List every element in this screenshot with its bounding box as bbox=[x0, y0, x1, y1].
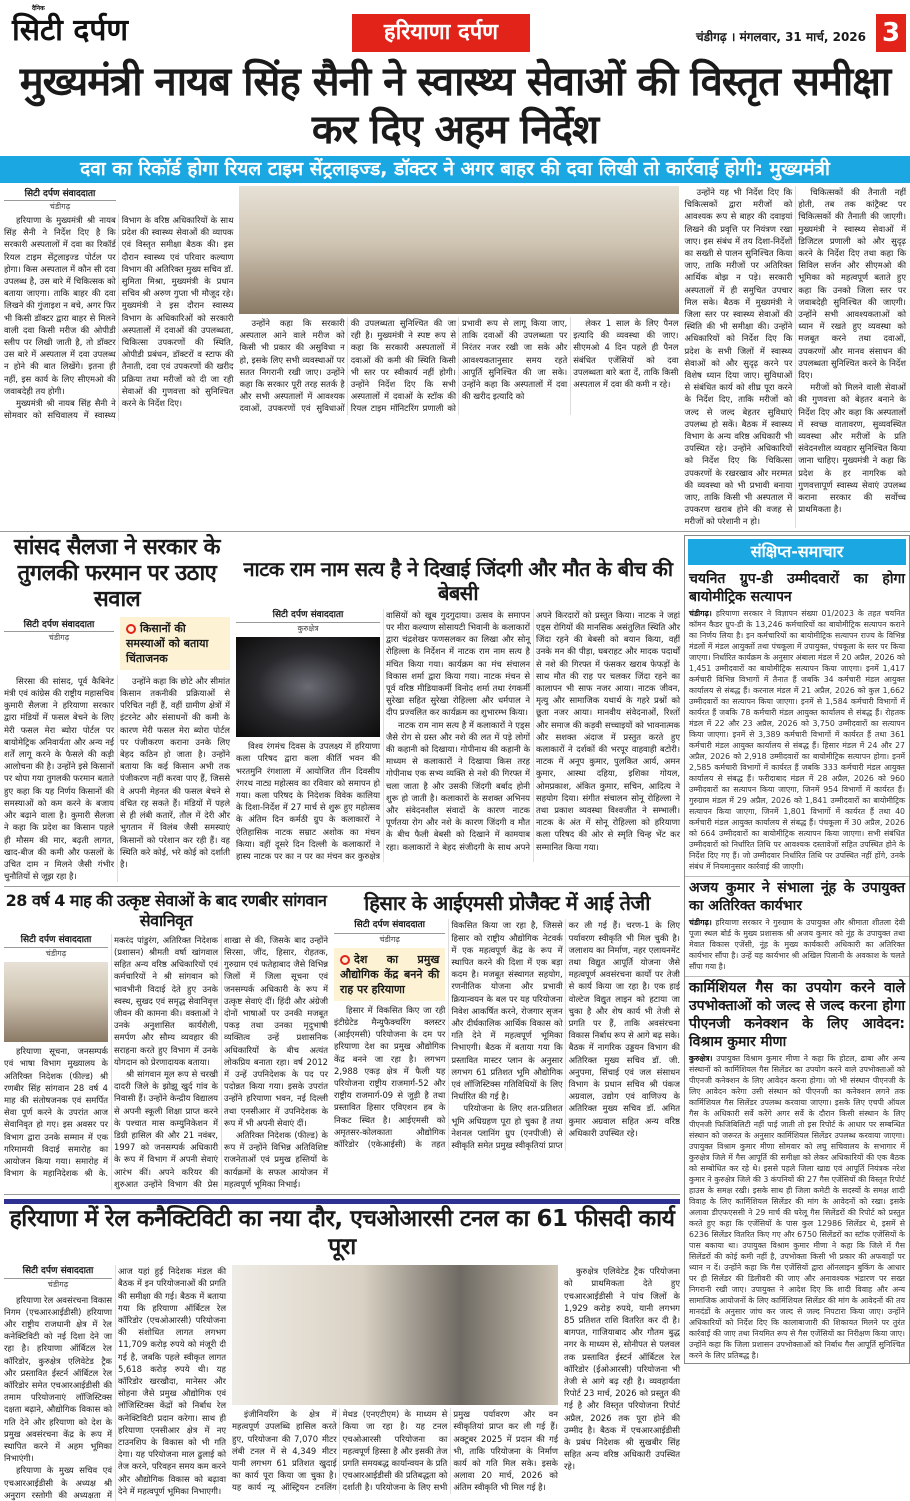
paragraph: मुख्यमंत्री श्री नायब सिंह सैनी ने सोमवार को सचिवालय में स्वास्थ्य विभाग के वरिष्ठ अधिकारियों के साथ प्रदेश की स्वास्थ्य सेवाओं की व्यापक एवं विस्तृत समीक्षा बैठक की। इस दौरान स्वास्थ्य एवं परिवार कल्याण विभाग की अतिरिक्त मुख्य सचिव डॉ. सुमिता मिश्रा, मुख्यमंत्री के प्रधान सचिव श्री अरुण गुप्ता भी मौजूद रहे। मुख्यमंत्री ने इस दौरान स्वास्थ्य विभाग के अधिकारिओं को सरकारी अस्पतालों में दवाओं की उपलब्धता, चिकित्सा उपकरणों की स्थिति, ओपीडी प्रबंधन, डॉक्टरों व स्टाफ की तैनाती, दवा एवं उपकरणों की खरीद प्रक्रिया तथा मरीजों को दी जा रही सेवाओं की गुणवत्ता को सुनिश्चित करने के निर्देश दिए। bbox=[4, 215, 234, 421]
brief-body: हरियाणा सरकार ने विज्ञापन संख्या 01/2023 के तहत चयनित कॉमन कैडर ग्रुप-डी के 13,246 कर्मचारियों का बायोमीट्रिक सत्यापन कराने का निर्णय लिया है। इन कर्मचारियों का बायोमीट्रिक सत्यापन राज्य के विभिन्न मंडलों में मंडल आयुक्तों तथा पंचकूला में उपायुक्त, पंचकूला के स्तर पर किया जाएगा। निर्धारित कार्यक्रम के अनुसार अंबाला मंडल में 20 अप्रैल, 2026 को 1,451 उम्मीदवारों का बायोमीट्रिक सत्यापन किया जाएगा। इनमें 1,417 कर्मचारी विभिन्न विभागों में तैनात हैं जबकि 34 कर्मचारी मंडल आयुक्त कार्यालय से संबद्ध हैं। करनाल मंडल में 21 अप्रैल, 2026 को कुल 1,662 उम्मीदवारों का सत्यापन किया जाएगा। इनमें से 1,584 कर्मचारी विभागों में कार्यरत हैं जबकि 78 कर्मचारी मंडल आयुक्त कार्यालय से संबद्ध हैं। रोहतक मंडल में 22 और 23 अप्रैल, 2026 को 3,750 उम्मीदवारों का सत्यापन किया जाएगा। इनमें से 3,389 कर्मचारी विभागों में कार्यरत हैं तथा 361 कर्मचारी मंडल आयुक्त कार्यालय से संबद्ध हैं। हिसार मंडल में 24 और 27 अप्रैल, 2026 को 2,918 उम्मीदवारों का बायोमीट्रिक सत्यापन होगा। इनमें 2,585 कर्मचारी विभागों में कार्यरत हैं जबकि 333 कर्मचारी मंडल आयुक्त कार्यालय से संबद्ध हैं। फरीदाबाद मंडल में 28 अप्रैल, 2026 को 960 उम्मीदवारों का सत्यापन किया जाएगा, जिनमें 954 विभागों में कार्यरत हैं। गुरुग्राम मंडल में 29 अप्रैल, 2026 को 1,841 उम्मीदवारों का बायोमीट्रिक सत्यापन किया जाएगा, जिनमें 1,801 विभागों में कार्यरत हैं तथा 40 कर्मचारी मंडल आयुक्त कार्यालय से संबद्ध हैं। पंचकूला में 30 अप्रैल, 2026 को 664 उम्मीदवारों का बायोमीट्रिक सत्यापन किया जाएगा। सभी संबंधित उम्मीदवारों को निर्धारित तिथि पर आवश्यक दस्तावेजों सहित उपस्थित होने के निर्देश दिए गए हैं। जो उम्मीदवार निर्धारित तिथि पर उपस्थित नहीं होंगे, उनके संबंध में नियमानुसार कार्रवाई की जाएगी। bbox=[689, 608, 905, 871]
byline: सिटी दर्पण संवाददाता bbox=[4, 186, 116, 201]
lead-headline: मुख्यमंत्री नायब सिंह सैनी ने स्वास्थ्य सेवाओं की विस्तृत समीक्षा कर दिए अहम निर्देश bbox=[19, 59, 891, 153]
cm-meeting-photo bbox=[239, 186, 678, 314]
paragraph: अतिरिक्त निदेशक (फील्ड) के रूप में उन्होंने विभिन्न अतिविशिष्ट राजनेताओं एवं प्रमुख हस्तियों के कार्यक्रमों के सफल आयोजन में महत्वपूर्ण भूमिका निभाई। bbox=[224, 1129, 328, 1189]
hisar-headline: हिसार के आईएमसी प्रोजैक्ट में आई तेजी bbox=[364, 891, 650, 916]
masthead bbox=[0, 0, 910, 56]
rail-body-center bbox=[232, 1408, 558, 1493]
brief-headline: अजय कुमार ने संभाला नूंह के उपायुक्त का अतिरिक्त कार्यभार bbox=[689, 879, 905, 914]
brief-item bbox=[685, 568, 909, 874]
place: चंडीगढ़ bbox=[379, 934, 400, 944]
section-banner: हरियाणा दर्पण bbox=[352, 14, 530, 52]
paragraph: श्री सांगवान मूल रूप से चरखी दादरी जिले के झोझू खुर्द गांव के निवासी हैं। उन्होंने केन्द्रीय विद्यालय से अपनी स्कूली शिक्षा प्राप्त करने के पश्चात मास कम्युनिकेशन में डिग्री हासिल की और 21 नवंबर, 1997 को जनसम्पर्क अधिकारी के रूप में विभाग में अपनी सेवाएं आरंभ कीं। अपने करियर की शुरुआत उन्होंने विभाग की प्रेस शाखा से की, जिसके बाद उन्होंने सिरसा, जींद, हिसार, रोहतक, गुरुग्राम एवं फतेहाबाद जैसे विभिन्न जिलों में जिला सूचना एवं जनसम्पर्क अधिकारी के रूप में उत्कृष्ट सेवाएं दीं। हिंदी और अंग्रेजी दोनों भाषाओं पर उनकी मजबूत पकड़ तथा उनका मृदुभाषी व्यक्तित्व उन्हें प्रशासनिक अधिकारियों के बीच अत्यंत लोकप्रिय बनाता रहा। वर्ष 2012 में उन्हें उपनिदेशक के पद पर पदोन्नत किया गया। इसके उपरांत उन्होंने हरियाणा भवन, नई दिल्ली तथा एनसीआर में उपनिदेशक के रूप में भी अपनी सेवाएं दीं। bbox=[114, 934, 328, 1189]
lead-left-column bbox=[4, 186, 233, 421]
paragraph: विश्व रंगमंच दिवस के उपलक्ष्य में हरियाणा कला परिषद द्वारा कला कीर्ति भवन की भरतमुनि रंगशाला में आयोजित तीन दिवसीय रंगरथ नाट्य महोत्सव का रविवार को समापन हो गया। कला परिषद के निदेशक विवेक कालिया के दिशा-निर्देश में 27 मार्च से शुरू हुए महोत्सव के अंतिम दिन कर्मठी ग्रुप के कलाकारों ने ऐतिहासिक नाटक सम्राट अशोक का मंचन किया। वहीं दूसरे दिन दिल्ली के कलाकारों ने हास्य नाटक पर का न पर का मंचन कर कुरुक्षेत्र वासियों को खूब गुदगुदाया। उत्सव के समापन पर मीरा कल्याण सोसायटी भिवानी के कलाकारों द्वारा चंद्रशेखर फणसलकर का लिखा और सोनू रोहिल्ला के निर्देशन में नाटक राम नाम सत्य है मंचित किया गया। कार्यक्रम का मंच संचालन विकास शर्मा द्वारा किया गया। नाटक मंचन से पूर्व वरिष्ठ मीडियाकर्मी विनोद शर्मा तथा रंगकर्मी सुरेखा सहित सुरेखा रोहिल्ला और धर्मपाल ने दीप प्रज्वलित कर कार्यक्रम का शुभारम्भ किया। bbox=[236, 609, 530, 861]
lead-article bbox=[0, 183, 910, 528]
paragraph: नाटक राम नाम सत्य है में कलाकारों ने एड्स जैसे रोग से ग्रस्त और नशे की लत में पड़े लोगों की कहानी को दिखाया। गोपीनाथ की कहानी के माध्यम से कलाकारों ने दिखाया किस तरह गोपीनाथ एक सभ्य व्यक्ति से नशे की गिरफ्त में चला जाता है और उसकी जिंदगी बर्बाद होनी शुरू हो जाती है। कलाकारों के सशक्त अभिनय और संवेदनशील संवादों के कारण नाटक पूर्णतया रोग और नशे के कारण जिंदगी व मौत के बीच फैली बेबसी को दिखाने में कामयाब रहा। कलाकारों ने बेहद संजीदगी के साथ अपने अपने किरदारों को प्रस्तुत किया। नाटक ने जहां एड्स रोगियों की मानसिक असंतुलित स्थिति और जिंदा रहने की बेबसी को बयान किया, वहीं उनके मन की पीड़ा, घबराहट और मादक पदार्थों से नशे की गिरफ्त में फंसकर खराब फेफड़ों के साथ मौत की राह पर चलकर जिंदा रहने का कालापन भी साफ नजर आया। नाटक जीवन, मृत्यु और सामाजिक यथार्थ के गहरे प्रश्नों को छूता नजर आया। मानवीय संवेदनाओं, रिश्तों और समाज की कड़वी सच्चाइयों को भावनात्मक और सशक्त अंदाज में प्रस्तुत करते हुए कलाकारों ने दर्शकों की भरपूर वाहवाही बटोरी। नाटक में अनूप कुमार, पुलकित आर्य, अमन कुमार, आस्था दहिया, इशिका गोयल, ओमप्रकाश, अंकित कुमार, सचिन, आदित्य ने सहयोग दिया। संगीत संचालन सोनू रोहिल्ला ने तथा प्रकाश व्यवस्था विश्वजीत ने सम्भाली। नाटक के अंत में सोनू रोहिल्ला को हरियाणा कला परिषद की ओर से स्मृति चिन्ह भेंट कर सम्मानित किया गया। bbox=[386, 609, 680, 852]
paragraph: चिकित्सकों की तैनाती नहीं होती, तब तक कांट्रैक्ट पर चिकित्सकों की तैनाती की जाएगी। मुख्यमंत्री ने स्वास्थ्य सेवाओं में डिजिटल प्रणाली को और सुदृढ़ करने के निर्देश दिए तथा कहा कि सिविल सर्जन और सीएमओ की भूमिका को महत्वपूर्ण बताते हुए कहा कि उनको जिला स्तर पर जवाबदेही सुनिश्चित की जाएगी। उन्होंने सभी आवश्यकताओं को ध्यान में रखते हुए व्यवस्था को मजबूत करने तथा दवाओं, उपकरणों और मानव संसाधन की उपलब्धता सुनिश्चित करने के निर्देश दिए। bbox=[798, 187, 906, 381]
sangwan-body bbox=[4, 934, 328, 1190]
natak-article bbox=[236, 535, 680, 862]
logo-text: सिटी दर्पण bbox=[12, 13, 129, 48]
row-selja-natak bbox=[4, 535, 680, 888]
news-briefs-box bbox=[684, 535, 910, 1364]
rail-body-right bbox=[564, 1265, 680, 1472]
brief-place: कुरुक्षेत्र। bbox=[689, 1053, 713, 1063]
lead-subheadline: दवा का रिकॉर्ड होगा रियल टाइम सेंट्रलाइज्ड, डॉक्टर ने अगर बाहर की दवा लिखी तो कार्रवाई होगी: मुख्यमंत्री bbox=[0, 156, 910, 183]
section-rule bbox=[4, 1199, 680, 1204]
paragraph: सिरसा की सांसद, पूर्व कैबिनेट मंत्री एवं कांग्रेस की राष्ट्रीय महासचिव कुमारी सैलजा ने हरियाणा सरकार द्वारा मंडियों में फसल बेचने के लिए मेरी फसल मेरा ब्योरा पोर्टल पर बायोमेट्रिक अनिवार्यता और अन्य नई शर्तें लागू करने के फैसले की कड़ी आलोचना की है। उन्होंने इसे किसानों पर थोपा गया तुगलकी फरमान बताते हुए कहा कि यह निर्णय किसानों की समस्याओं को कम करने के बजाय और बढ़ाने वाला है। कुमारी सैलजा ने कहा कि प्रदेश का किसान पहले ही मौसम की मार, बढ़ती लागत, खाद-बीज की कमी और फसलों के उचित दाम न मिलने जैसी गंभीर चुनौतियों से जूझ रहा है। bbox=[4, 675, 114, 882]
place: चंडीगढ़ bbox=[45, 948, 67, 958]
hisar-article bbox=[334, 891, 680, 1151]
callout-text: किसानों की समस्याओं को बताया चिंताजनक bbox=[126, 621, 209, 665]
brief-headline: कार्मिशियल गैस का उपयोग करने वाले उपभोक्ताओं को जल्द से जल्द करना होगा पीएनजी कनेक्शन के लिए आवेदन: विश्राम कुमार मीणा bbox=[689, 979, 905, 1050]
paragraph: उन्होंने कहा कि सरकारी अस्पताल आने वाले मरीज को किसी भी प्रकार की असुविधा न हो, इसके लिए सभी व्यवस्थाओं पर सतत निगरानी रखी जाए। उन्होंने कहा कि सरकार पूरी तरह सतर्क है और सभी अस्पतालों में आवश्यक दवाओं, उपकरणों एवं सुविधाओं की उपलब्धता सुनिश्चित की जा रही है। मुख्यमंत्री ने स्पष्ट रूप से कहा कि सरकारी अस्पतालों में दवाओं की कमी की स्थिति किसी भी स्तर पर स्वीकार्य नहीं होगी। उन्होंने निर्देश दिए कि सभी अस्पतालों में दवाओं के स्टॉक की रियल टाइम मॉनिटरिंग प्रणाली को प्रभावी रूप से लागू किया जाए, ताकि दवाओं की उपलब्धता पर निरंतर नजर रखी जा सके और आवश्यकतानुसार समय रहते आपूर्ति सुनिश्चित की जा सके। उन्होंने कहा कि अस्पतालों में दवा की खरीद इत्यादि को bbox=[239, 318, 568, 414]
page-number: 3 bbox=[876, 14, 906, 52]
brief-item bbox=[685, 976, 909, 1363]
lead-center-column bbox=[239, 186, 678, 415]
paragraph: हरियाणा के मुख्यमंत्री श्री नायब सिंह सैनी ने निर्देश दिए है कि सरकारी अस्पतालों में दवा का रिकॉर्ड रियल टाइम सेंट्रलाइज्ड पोर्टल पर होगा। किस अस्पताल में कौन सी दवा उपलब्ध है, उस बारे में चिकित्सक को बताया जाएगा। ताकि बाहर की दवा लिखने की गुंजाइश न बचे, अगर फिर भी किसी डॉक्टर द्वारा बाहर से मिलने वाली दवा किसी मरीज की ओपीडी स्लीप पर लिखी जाती है, तो डॉक्टर उस बारे में अस्पताल में दवा उपलब्ध न होने की बात लिखेंगे। इतना ही नहीं, इस कार्य के लिए सीएमओ की जवाबदेही तय होगी। bbox=[4, 215, 116, 396]
briefs-title: संक्षिप्त-समाचार bbox=[688, 539, 906, 565]
byline: सिटी दर्पण संवाददाता bbox=[236, 609, 380, 623]
sangwan-felicitation-photo bbox=[4, 962, 108, 1042]
dateline: चंडीगढ़ । मंगलवार, 31 मार्च, 2026 bbox=[696, 30, 866, 44]
brief-body: उपायुक्त विश्राम कुमार मीणा ने कहा कि होटल, ढाबा और अन्य संस्थानों को कार्मिशियल गैस सिलेंडर का उपयोग करने वाले उपभोक्ताओं को पीएनजी कनेक्शन के लिए आवेदन करना होगा। जो भी संस्थान पीएनजी के लिए आवेदन करेगा उसी संस्थान को पीएनजी का कनेक्शन लगने तक कार्मिशियल गैस सिलेंडर उपलब्ध करवाया जाएगा। इसके लिए एचपी ऑयल गैस के अधिकारी सर्वे करेंगे अगर सर्वे के दौरान किसी संस्थान के लिए पीएनजी फिजिबिलिटी नहीं पाई जाती तो इस रिपोर्ट के आधार पर सम्बन्धित संस्थान को जरूरत के अनुसार कार्मिशियल सिलेंडर उपलब्ध करवाया जाएगा। उपायुक्त विश्राम कुमार मीणा सोमवार को लघु सचिवालय के सभागार में कुरुक्षेत्र जिले में गैस आपूर्ति की समीक्षा को लेकर अधिकारियों की एक बैठक को सम्बोधित कर रहे थे। इससे पहले जिला खाद्य एवं आपूर्ति नियंत्रक नरेश कुमार ने कुरुक्षेत्र जिले की 3 कंपनियों की 27 गैस एजेंसियों की विस्तृत रिपोर्ट हाउस के समक्ष रखी। इसके साथ ही जिला कमेटी के सदस्यों के समक्ष शादी विवाह के लिए कार्मिशियल सिलेंडर की मांग के आवेदनों को रखा। इसके अलावा डीएफएससी ने 29 मार्च की घरेलू गैस सिलेंडरों की रिपोर्ट को प्रस्तुत करते हुए कहा कि एजेंसियों के पास कुल 12986 सिलेंडर थे, इसमें से 6236 सिलेंडर वितरित किए गए और 6750 सिलेंडरों का स्टॉक एजेंसियों के पास बकाया था। उपायुक्त विश्राम कुमार मीणा ने कहा कि जिले में गैस सिलेंडरों की कोई कमी नहीं है, उपभोक्ता किसी भी प्रकार की अफवाहों पर ध्यान न दें। उन्होंने कहा कि गैस एजेंसियों द्वारा ऑनलाइन बुकिंग के आधार पर ही सिलेंडर की डिलीवरी की जाए और अनावश्यक भंडारण पर सख्त निगरानी रखी जाए। उपायुक्त ने आदेश दिए कि शादी विवाह और अन्य सामाजिक आयोजनों के लिए कार्मिशियल सिलेंडर की मांग के आवेदनों की तय मानदंडों के अनुसार जांच कर जल्द से जल्द निपटारा किया जाए। उन्होंने अधिकारियों को निर्देश दिए कि कालाबाजारी की शिकायत मिलने पर तुरंत कार्रवाई की जाए तथा नियमित रूप से गैस एजेंसियों का निरीक्षण किया जाए। उन्होंने कहा कि जिला प्रशासन उपभोक्ताओं को निर्बाध गैस आपूर्ति सुनिश्चित करने के लिए प्रतिबद्ध है। bbox=[689, 1053, 905, 1360]
paragraph: हरियाणा सूचना, जनसम्पर्क एवं भाषा विभाग मुख्यालय के अतिरिक्त निदेशक (फील्ड) श्री रणबीर सिंह सांगवान 28 वर्ष 4 माह की संतोषजनक एवं समर्पित सेवा पूर्ण करने के उपरांत आज सेवानिवृत हो गए। इस अवसर पर विभाग द्वारा उनके सम्मान में एक गरिमामयी विदाई समारोह का आयोजन किया गया। समारोह में विभाग के महानिदेशक श्री के. मकरंद पांडुरंग, अतिरिक्त निदेशक (प्रशासन) श्रीमती वर्षा खांगवाल सहित अन्य वरिष्ठ अधिकारियों एवं कर्मचारियों ने श्री सांगवान को भावभीनी विदाई देते हुए उनके स्वस्थ, सुखद एवं समृद्ध सेवानिवृत्त जीवन की कामना की। वक्ताओं ने उनके अनुशासित कार्यशैली, समर्पण और सौम्य व्यवहार की सराहना करते हुए विभाग में उनके योगदान को प्रेरणादायक बताया। bbox=[4, 934, 218, 1179]
brief-place: चंडीगढ़। bbox=[689, 608, 712, 618]
paragraph: उन्होंने यह भी निर्देश दिए कि चिकित्सकों द्वारा मरीजों को आवश्यक रूप से बाहर की दवाइयां लिखने की प्रवृत्ति पर नियंत्रण रखा जाए। इस संबंध में तय दिशा-निर्देशों का सख्ती से पालन सुनिश्चित किया जाए, ताकि मरीजों पर अतिरिक्त आर्थिक बोझ न पड़े। सरकारी अस्पतालों में ही समुचित उपचार मिल सके। बैठक में मुख्यमंत्री ने जिला स्तर पर स्वास्थ्य सेवाओं की स्थिति की भी समीक्षा की। उन्होंने अधिकारियों को निर्देश दिए कि प्रदेश के सभी जिलों में स्वास्थ्य सेवाओं को और सुदृढ़ करने पर विशेष ध्यान दिया जाए। सुविधाओं से संबंधित कार्य को शीघ्र पूरा करने के निर्देश दिए, ताकि मरीजों को जल्द से जल्द बेहतर सुविधाएं उपलब्ध हो सकें। बैठक में स्वास्थ्य विभाग के अन्य वरिष्ठ अधिकारी भी उपस्थित रहे। उन्होंने अधिकारियों को निर्देश दिए कि चिकित्सा उपकरणों के रखरखाव और मरम्मत की व्यवस्था को भी प्रभावी बनाया जाए, ताकि किसी भी अस्पताल में उपकरण खराब होने की वजह से मरीजों को परेशानी न हो। bbox=[684, 187, 793, 527]
brief-headline: चयनित ग्रुप-डी उम्मीदवारों का होगा बायोमीट्रिक सत्यापन bbox=[689, 570, 905, 605]
selja-body bbox=[4, 675, 230, 882]
lower-section bbox=[0, 531, 910, 1501]
paragraph: लेकर 1 साल के लिए पैनल इत्यादि की व्यवस्था की जाए। सीएमओ 4 दिन पहले ही पैनल संबंधित एजेंसियों को दवा उपलब्धता बारे बता दें, ताकि किसी अस्पताल में दवा की कमी न रहे। bbox=[573, 318, 679, 390]
byline: सिटी दर्पण संवाददाता bbox=[334, 919, 445, 933]
callout-text: देश का प्रमुख औद्योगिक केंद्र बनने की राह पर हरियाणा bbox=[340, 952, 440, 996]
natak-headline: नाटक राम नाम सत्य है ने दिखाई जिंदगी और मौत के बीच की बेबसी bbox=[243, 556, 673, 605]
selja-headline: सांसद सैलजा ने सरकार के तुगलकी फरमान पर उठाए सवाल bbox=[13, 534, 221, 613]
rail-center-column bbox=[232, 1265, 558, 1493]
lead-body-center bbox=[239, 317, 678, 415]
rail-meeting-photo bbox=[232, 1265, 558, 1405]
brief-body: हरियाणा सरकार ने गुरुग्राम के उपायुक्त और श्रीमाता शीतला देवी पूजा स्थल बोर्ड के मुख्य प्रशासक श्री अजय कुमार को नूंह के उपायुक्त तथा मेवात विकास एजेंसी, नूंह के मुख्य कार्यकारी अधिकारी का अतिरिक्त कार्यभार सौंपा है। उन्हें यह कार्यभार श्री अखिल पिलानी के अवकाश के चलते सौंपा गया है। bbox=[689, 917, 905, 971]
paragraph: इंजीनियरिंग के क्षेत्र में महत्वपूर्ण उपलब्धि हासिल करते हुए, परियोजना की 7,070 मीटर लंबी टनल में से 4,349 मीटर यानी लगभग 61 प्रतिशत खुदाई का कार्य पूरा किया जा चुका है। यह कार्य न्यू ऑस्ट्रियन टनलिंग मेथड (एनएटीएम) के माध्यम से किया जा रहा है। यह टनल एचओआरसी परियोजना का महत्वपूर्ण हिस्सा है और इसकी तेज प्रगति समयबद्ध कार्यान्वयन के प्रति एचआरआईडीसी की प्रतिबद्धता को दर्शाती है। परियोजना के लिए सभी प्रमुख पर्यावरण और वन स्वीकृतियां प्राप्त कर ली गई हैं। अक्टूबर 2025 में प्रदान की गई भी, ताकि परियोजना के निर्माण कार्य को गति मिल सके। इसके अलावा 20 मार्च, 2026 को अंतिम स्वीकृति भी मिल गई है। bbox=[232, 1409, 558, 1493]
brief-place: चंडीगढ़। bbox=[689, 917, 712, 927]
paragraph: मरीजों को मिलने वाली सेवाओं की गुणवत्ता को बेहतर बनाने के निर्देश दिए और कहा कि अस्पतालों में स्वच्छ वातावरण, सुव्यवस्थित व्यवस्था और मरीजों के प्रति संवेदनशील व्यवहार सुनिश्चित किया जाना चाहिए। मुख्यमंत्री ने कहा कि प्रदेश के हर नागरिक को गुणवत्तापूर्ण स्वास्थ्य सेवाएं उपलब्ध कराना सरकार की सर्वोच्च प्राथमिकता है। bbox=[798, 382, 906, 515]
bullet-circle-icon bbox=[340, 955, 350, 965]
paragraph: हिसार में विकसित किए जा रही इंटीग्रेटेड मैन्युफैक्चरिंग क्लस्टर (आईएमसी) परियोजना के दम पर हरियाणा देश का प्रमुख औद्योगिक केंद्र बनने जा रहा है। लगभग 2,988 एकड़ क्षेत्र में फैली यह परियोजना राष्ट्रीय राजमार्ग-52 और राष्ट्रीय राजमार्ग-09 से जुड़ी है तथा प्रस्तावित हिसार एविएशन हब के निकट स्थित है। आईएमसी को अमृतसर-कोलकाता औद्योगिक कॉरिडोर (एकेआईसी) के तहत विकसित किया जा रहा है, जिससे हिसार को राष्ट्रीय औद्योगिक नेटवर्क में एक महत्वपूर्ण केंद्र के रूप में स्थापित करने की दिशा में एक बड़ा कदम है। मजबूत संस्थागत सहयोग, रणनीतिक योजना और प्रभावी क्रियान्वयन के बल पर यह परियोजना निवेश आकर्षित करने, रोजगार सृजन और दीर्घकालिक आर्थिक विकास को गति देने में महत्वपूर्ण भूमिका निभाएगी। बैठक में बताया गया कि प्रस्तावित मास्टर प्लान के अनुसार लगभग 61 प्रतिशत भूमि औद्योगिक एवं लॉजिस्टिक्स गतिविधियों के लिए निर्धारित की गई है। bbox=[334, 920, 563, 1149]
paragraph: उन्होंने कहा कि छोटे और सीमांत किसान तकनीकी प्रक्रियाओं से परिचित नहीं हैं, वहीं ग्रामीण क्षेत्रों में इंटरनेट और संसाधनों की कमी के कारण मेरी फसल मेरा ब्योरा पोर्टल पर पंजीकरण कराना उनके लिए बेहद कठिन हो जाता है। उन्होंने बताया कि कई किसान अभी तक पंजीकरण नहीं करवा पाए हैं, जिससे वे अपनी मेहनत की फसल बेचने से वंचित रह सकते हैं। मंडियों में पहले से ही लंबी कतारें, तौल में देरी और भुगतान में विलंब जैसी समस्याएं किसानों को परेशान कर रही हैं। वह स्थिति करे कोई, भरे कोई को दर्शाती है। bbox=[120, 675, 230, 869]
natak-body bbox=[236, 609, 680, 862]
paragraph: हरियाणा के मुख्य सचिव एवं एचआरआईडीसी के अध्यक्ष श्री अनुराग रस्तोगी की अध्यक्षता में आज यहां हुई निदेशक मंडल की बैठक में इन परियोजनाओं की प्रगति की समीक्षा की गई। बैठक में बताया गया कि हरियाणा ऑर्बिटल रेल कॉरिडोर (एचओआरसी) परियोजना की संशोधित लागत लगभग 11,709 करोड़ रुपये को मंजूरी दी गई है, जबकि पहले स्वीकृत लागत 5,618 करोड़ रुपये थी। यह कॉरिडोर खरखौदा, मानेसर और सोहना जैसे प्रमुख औद्योगिक एवं लॉजिस्टिक्स केंद्रों को निर्बाध रेल कनेक्टिविटी प्रदान करेगा। साथ ही हरियाणा एनसीआर क्षेत्र में नए टाउनशिप के विकास को भी गति देगा। यह परियोजना माल ढुलाई को तेज करने, परिवहन समय कम करने और औद्योगिक विकास को बढ़ावा देने में महत्वपूर्ण भूमिका निभाएगी। bbox=[4, 1266, 226, 1500]
logo-tag: दैनिक bbox=[32, 5, 45, 12]
rail-headline: हरियाणा में रेल कनैक्टिविटी का नया दौर, एचओआरसी टनल का 61 फीसदी कार्य पूरा bbox=[9, 1205, 675, 1260]
natak-stage-photo bbox=[236, 637, 380, 737]
rail-article bbox=[4, 1199, 680, 1501]
place: चंडीगढ़ bbox=[47, 1280, 69, 1290]
sangwan-article bbox=[4, 891, 328, 1190]
place: चंडीगढ़ bbox=[48, 632, 70, 642]
newspaper-logo bbox=[12, 5, 129, 49]
selja-article bbox=[4, 535, 230, 883]
rail-body-left bbox=[4, 1265, 226, 1501]
byline: सिटी दर्पण संवाददाता bbox=[4, 1265, 112, 1279]
lead-body-right bbox=[685, 186, 907, 528]
lead-body-left bbox=[4, 214, 233, 421]
brief-item bbox=[685, 876, 909, 974]
hisar-callout bbox=[334, 948, 445, 1001]
byline: सिटी दर्पण संवाददाता bbox=[4, 934, 108, 948]
hisar-body bbox=[334, 919, 680, 1151]
place: चंडीगढ़ bbox=[49, 202, 71, 211]
selja-callout bbox=[120, 617, 230, 670]
rail-body-row bbox=[4, 1265, 680, 1501]
place: कुरुक्षेत्र bbox=[297, 623, 319, 633]
byline: सिटी दर्पण संवाददाता bbox=[4, 617, 114, 632]
bullet-circle-icon bbox=[126, 624, 136, 634]
sangwan-headline: 28 वर्ष 4 माह की उत्कृष्ट सेवाओं के बाद रणबीर सांगवान सेवानिवृत bbox=[5, 891, 327, 930]
paragraph: परियोजना के लिए शत-प्रतिशत भूमि अधिग्रहण पूरा हो चुका है तथा नेशनल प्लानिंग ग्रुप (एनपीजी) से स्वीकृति समेत प्रमुख स्वीकृतियां प्राप्त कर ली गई हैं। चरण-1 के लिए पर्यावरण स्वीकृति भी मिल चुकी है। जलाशय का निर्माण, नहर एलायनमेंट तथा विद्युत आपूर्ति योजना जैसे महत्वपूर्ण अवसंरचना कार्यों पर तेजी से कार्य किया जा रहा है। एक हाई वोल्टेज विद्युत लाइन को हटाया जा चुका है और शेष कार्य भी तेजी से प्रगति पर हैं, ताकि अवसंरचना विकास निर्बाध रूप से आगे बढ़ सके। बैठक में नागरिक उड्डयन विभाग की अतिरिक्त मुख्य सचिव डॉ. जी. अनुपमा, सिंचाई एवं जल संसाधन विभाग के प्रधान सचिव श्री पंकज अग्रवाल, उद्योग एवं वाणिज्य के अतिरिक्त मुख्य सचिव डॉ. अमित कुमार अग्रवाल सहित अन्य वरिष्ठ अधिकारी उपस्थित रहे। bbox=[451, 920, 680, 1150]
paragraph: हरियाणा रेल अवसंरचना विकास निगम (एचआरआईडीसी) हरियाणा और राष्ट्रीय राजधानी क्षेत्र में रेल कनेक्टिविटी को नई दिशा देने जा रहा है। हरियाणा ऑर्बिटल रेल कॉरिडोर, कुरुक्षेत्र एलिवेटेड ट्रैक और प्रस्तावित ईस्टर्न ऑर्बिटल रेल कॉरिडोर समेत एचआरआईडीसी की तमाम परियोजनाएं लॉजिस्टिक्स दक्षता बढ़ाने, औद्योगिक विकास को गति देने और हरियाणा को देश के प्रमुख अवसंरचना केंद्र के रूप में स्थापित करने में अहम भूमिका निभाएंगी। bbox=[4, 1294, 112, 1464]
row-sangwan-hisar bbox=[4, 891, 680, 1195]
paragraph: कुरुक्षेत्र एलिवेटेड ट्रैक परियोजना को प्राथमिकता देते हुए एचआरआईडीसी ने पांच जिलों के 1,929 करोड़ रुपये, यानी लगभग 85 प्रतिशत राशि वितरित कर दी है। बागपत, गाजियाबाद और गौतम बुद्ध नगर के माध्यम से, सोनीपत से पलवल तक प्रस्तावित ईस्टर्न ऑर्बिटल रेल कॉरिडोर (ईओआरसी) परियोजना भी तेजी से आगे बढ़ रही है। व्यवहार्यता रिपोर्ट 23 मार्च, 2026 को प्रस्तुत की गई है और विस्तृत परियोजना रिपोर्ट अप्रैल, 2026 तक पूरा होने की उम्मीद है। बैठक में एचआरआईडीसी के प्रबंध निदेशक श्री सुखबीर सिंह सहित अन्य वरिष्ठ अधिकारी उपस्थित रहे। bbox=[564, 1266, 680, 1472]
articles-column bbox=[4, 535, 680, 1501]
